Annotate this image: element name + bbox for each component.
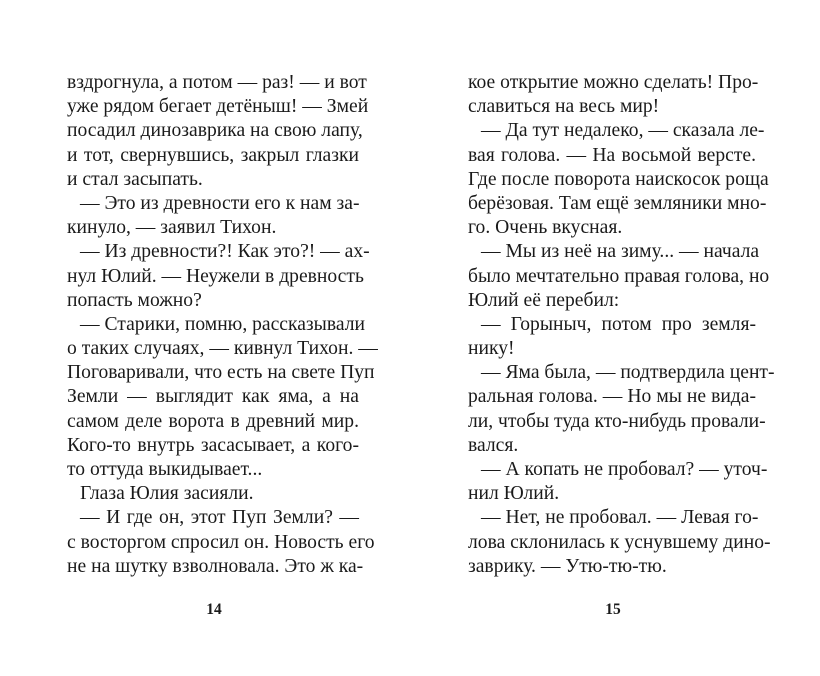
text-line: и тот, свернувшись, закрыл глазки <box>67 144 359 166</box>
text-line: — Из древности?! Как это?! — ах- <box>80 241 370 263</box>
text-line: — Это из древности его к нам за- <box>80 192 360 214</box>
text-line: кое открытие можно сделать! Про- <box>468 72 759 93</box>
text-line: нику! <box>468 338 515 360</box>
text-line: берёзовая. Там ещё земляники мно- <box>468 192 767 214</box>
text-line: — Яма была, — подтвердила цент- <box>481 362 775 384</box>
text-line: посадил динозаврика на свою лапу, <box>67 120 363 142</box>
text-line: вая голова. — На восьмой версте. <box>468 144 756 166</box>
text-line: нул Юлий. — Неужели в древность <box>67 265 364 287</box>
text-line: то оттуда выкидывает... <box>67 459 263 480</box>
text-line: кинуло, — заявил Тихон. <box>67 217 277 239</box>
text-line: вздрогнула, а потом — раз! — и вот <box>67 72 367 93</box>
left-page <box>67 71 378 579</box>
text-line: попасть можно? <box>67 289 202 311</box>
text-line: не на шутку взволновала. Это ж ка- <box>67 555 364 577</box>
text-line: лова склонилась к уснувшему дино- <box>468 531 771 553</box>
text-line: Юлий её перебил: <box>468 289 620 311</box>
text-line: заврику. — Утю-тю-тю. <box>468 555 667 577</box>
text-line: ральная голова. — Но мы не вида- <box>468 386 756 408</box>
text-line: нил Юлий. <box>468 483 560 505</box>
text-line: с восторгом спросил он. Новость его <box>67 531 375 553</box>
text-line: Поговаривали, что есть на свете Пуп <box>67 362 375 384</box>
text-line: Земли — выглядит как яма, а на <box>67 386 359 408</box>
text-line: — Мы из неё на зиму... — начала <box>481 241 760 263</box>
text-line: славиться на весь мир! <box>468 96 660 118</box>
text-line: вался. <box>468 434 519 456</box>
text-line: — А копать не пробовал? — уточ- <box>481 459 768 480</box>
text-line: и стал засыпать. <box>67 168 203 190</box>
text-line: было мечтательно правая голова, но <box>468 265 770 287</box>
text-line: — Нет, не пробовал. — Левая го- <box>481 507 759 529</box>
text-line: — Горыныч, потом про земля- <box>481 313 756 335</box>
right-page <box>468 71 775 579</box>
text-line: ли, чтобы туда кто-нибудь провали- <box>468 410 766 432</box>
text-line: о таких случаях, — кивнул Тихон. — <box>67 338 378 360</box>
text-line: го. Очень вкусная. <box>468 217 623 239</box>
text-line: уже рядом бегает детёныш! — Змей <box>67 96 369 118</box>
text-line: Глаза Юлия засияли. <box>80 483 254 505</box>
page-number-left: 14 <box>206 601 222 618</box>
text-line: — И где он, этот Пуп Земли? — <box>80 507 359 529</box>
text-line: Кого-то внутрь засасывает, а кого- <box>67 434 359 456</box>
text-line: — Да тут недалеко, — сказала ле- <box>481 120 765 142</box>
page-number-right: 15 <box>605 601 621 618</box>
text-line: — Старики, помню, рассказывали <box>80 313 365 335</box>
text-line: самом деле ворота в древний мир. <box>67 410 359 432</box>
text-line: Где после поворота наискосок роща <box>468 168 769 190</box>
